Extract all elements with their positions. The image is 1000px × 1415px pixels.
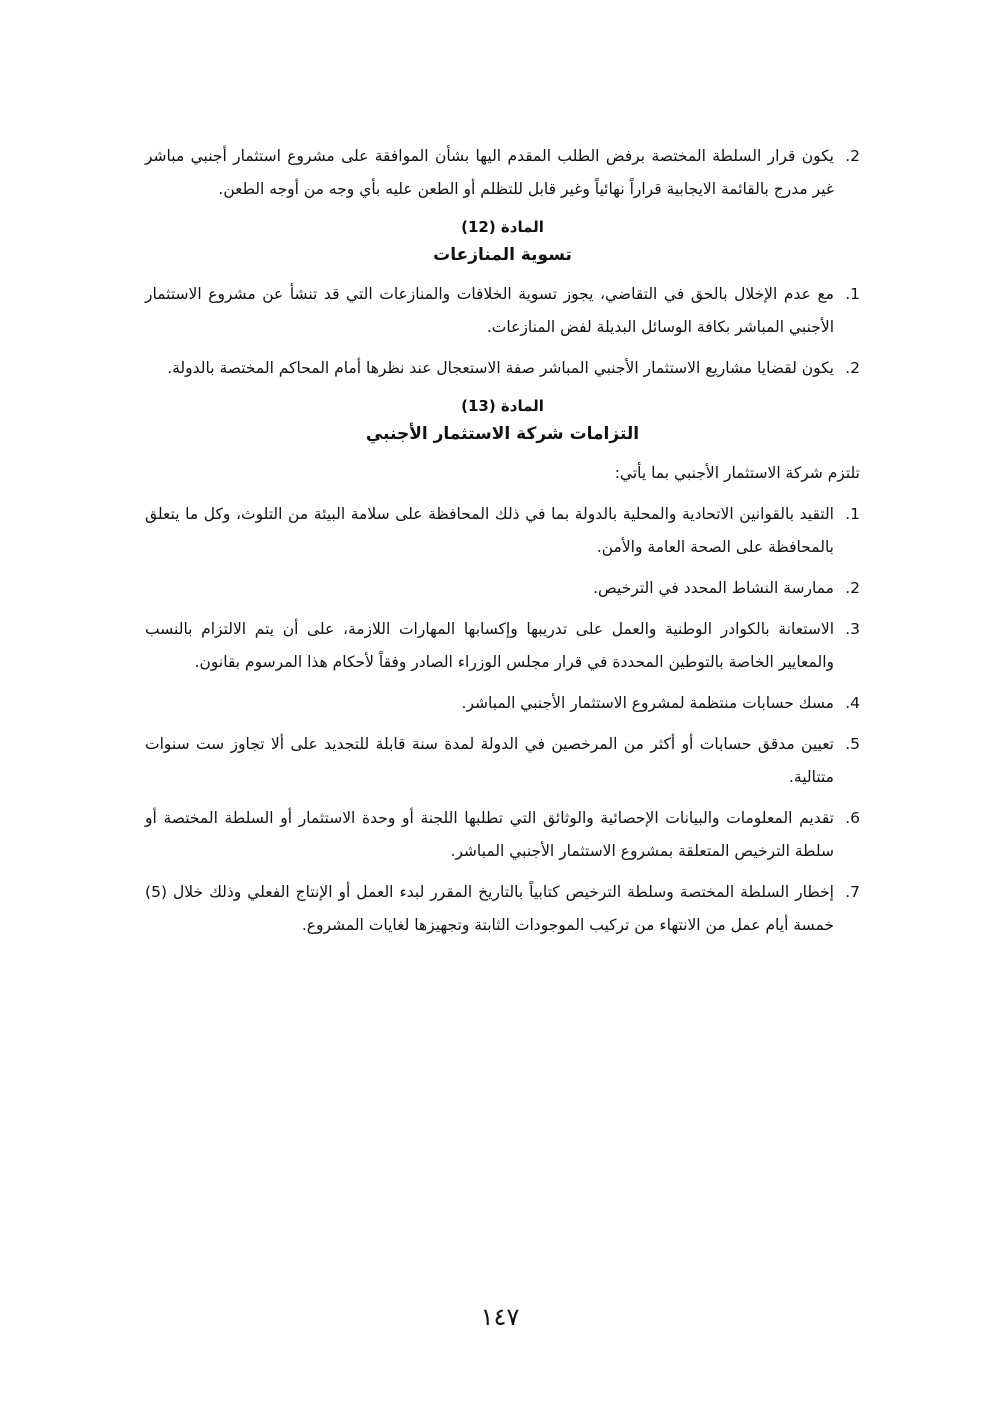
item-number: 7. (845, 883, 860, 901)
article-intro: تلتزم شركة الاستثمار الأجنبي بما يأتي: (614, 464, 860, 482)
article-13 (145, 393, 860, 942)
article-heading: المادة (12) (461, 218, 544, 236)
item-number: 6. (845, 809, 860, 827)
list-item (145, 278, 860, 344)
list-item (145, 572, 860, 605)
item-number: 2. (845, 359, 860, 377)
item-number: 5. (845, 735, 860, 753)
item-text: ممارسة النشاط المحدد في الترخيص. (593, 579, 834, 597)
item-text: مع عدم الإخلال بالحق في التقاضي، يجوز تسوية الخلافات والمنازعات التي قد تنشأ عن مشروع الاستثمار الأجنبي المباشر بكافة الوسائل البديلة لفض المنازعات. (145, 285, 834, 336)
item-number: 3. (845, 620, 860, 638)
item-number: 2. (845, 147, 860, 165)
item-number: 1. (845, 505, 860, 523)
list-item (145, 802, 860, 868)
item-number: 1. (845, 285, 860, 303)
article-heading: المادة (13) (461, 397, 544, 415)
item-number: 4. (845, 694, 860, 712)
page-number: ١٤٧ (480, 1303, 520, 1331)
list-item (145, 613, 860, 679)
item-text: مسك حسابات منتظمة لمشروع الاستثمار الأجنبي المباشر. (461, 694, 834, 712)
list-item (145, 728, 860, 794)
item-text: الاستعانة بالكوادر الوطنية والعمل على تدريبها وإكسابها المهارات اللازمة، على أن يتم الالتزام بالنسب والمعايير الخاصة بالتوطين المحددة في قرار مجلس الوزراء الصادر وفقاً لأحكام هذا المرسوم بقانون. (145, 620, 834, 671)
item-number: 2. (845, 579, 860, 597)
list-item (145, 140, 860, 206)
item-text: يكون لقضايا مشاريع الاستثمار الأجنبي المباشر صفة الاستعجال عند نظرها أمام المحاكم المختصة بالدولة. (167, 359, 834, 377)
document-body (145, 140, 860, 950)
item-text: إخطار السلطة المختصة وسلطة الترخيص كتابياً بالتاريخ المقرر لبدء العمل أو الإنتاج الفعلي وذلك خلال (5) خمسة أيام عمل من الانتهاء من تركيب الموجودات الثابتة وتجهيزها لغايات المشروع. (145, 883, 834, 934)
list-item (145, 687, 860, 720)
article-title: التزامات شركة الاستثمار الأجنبي (365, 424, 640, 444)
item-text: التقيد بالقوانين الاتحادية والمحلية بالدولة بما في ذلك المحافظة على سلامة البيئة من التلوث، وكل ما يتعلق بالمحافظة على الصحة العامة والأمن. (145, 505, 834, 556)
list-item (145, 876, 860, 942)
item-text: تعيين مدقق حسابات أو أكثر من المرخصين في الدولة لمدة سنة قابلة للتجديد على ألا تجاوز ست سنوات متتالية. (145, 735, 834, 786)
article-title: تسوية المنازعات (433, 245, 572, 265)
item-text: يكون قرار السلطة المختصة برفض الطلب المقدم اليها بشأن الموافقة على مشروع استثمار أجنبي مباشر غير مدرج بالقائمة الايجابية قراراً نهائياً وغير قابل للتظلم أو الطعن عليه بأي وجه من أوجه الطعن. (145, 147, 834, 198)
item-text: تقديم المعلومات والبيانات الإحصائية والوثائق التي تطلبها اللجنة أو وحدة الاستثمار أو السلطة المختصة أو سلطة الترخيص المتعلقة بمشروع الاستثمار الأجنبي المباشر. (145, 809, 834, 860)
list-item (145, 498, 860, 564)
list-item (145, 352, 860, 385)
article-12 (145, 214, 860, 385)
